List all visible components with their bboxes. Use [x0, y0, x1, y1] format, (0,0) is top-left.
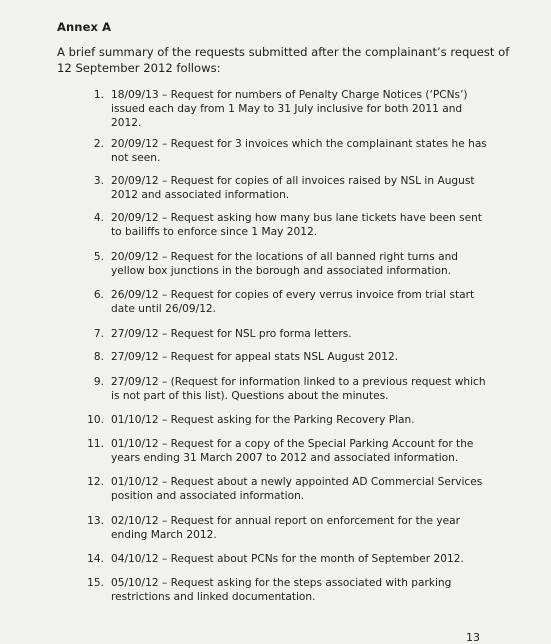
list-item [74, 174, 514, 202]
list-item [74, 413, 514, 427]
page-number: 13 [466, 631, 480, 644]
item-line: ending March 2012. [111, 529, 217, 541]
item-line: 01/10/12 – Request for a copy of the Special Parking Account for the [111, 438, 474, 450]
list-item [74, 552, 514, 566]
item-line: date until 26/09/12. [111, 303, 217, 315]
item-line: position and associated information. [111, 490, 305, 502]
item-number: 14. [87, 553, 104, 565]
item-number: 13. [87, 515, 104, 527]
list-item [74, 288, 514, 316]
list-item [74, 375, 514, 403]
list-item [74, 211, 514, 239]
item-line: 27/09/12 – Request for appeal stats NSL August 2012. [111, 351, 399, 363]
annex-heading: Annex A [57, 20, 112, 34]
item-line: 27/09/12 – Request for NSL pro forma letters. [111, 328, 352, 340]
item-number: 8. [93, 351, 104, 363]
item-line: 20/09/12 – Request for 3 invoices which the complainant states he has [111, 138, 487, 150]
list-item [74, 475, 514, 503]
item-number: 6. [93, 289, 104, 301]
list-item [74, 437, 514, 465]
item-line: 04/10/12 – Request about PCNs for the month of September 2012. [111, 553, 464, 565]
item-line: 20/09/12 – Request asking how many bus lane tickets have been sent [111, 212, 482, 224]
list-item [74, 88, 514, 130]
item-number: 5. [93, 251, 104, 263]
item-line: 05/10/12 – Request asking for the steps associated with parking [111, 577, 452, 589]
item-line: 26/09/12 – Request for copies of every verrus invoice from trial start [111, 289, 475, 301]
item-line: 2012 and associated information. [111, 189, 290, 201]
item-number: 3. [93, 175, 104, 187]
item-number: 1. [93, 89, 104, 101]
item-line: 20/09/12 – Request for copies of all invoices raised by NSL in August [111, 175, 475, 187]
item-line: yellow box junctions in the borough and associated information. [111, 265, 452, 277]
item-line: to bailiffs to enforce since 1 May 2012. [111, 226, 318, 238]
item-number: 11. [87, 438, 104, 450]
intro-line: A brief summary of the requests submitted after the complainant’s request of [57, 45, 510, 59]
list-item [74, 327, 514, 341]
list-item [74, 137, 514, 165]
item-line: 02/10/12 – Request for annual report on enforcement for the year [111, 515, 460, 527]
item-line: not seen. [111, 152, 161, 164]
item-line: 01/10/12 – Request about a newly appointed AD Commercial Services [111, 476, 483, 488]
item-number: 2. [93, 138, 104, 150]
item-number: 12. [87, 476, 104, 488]
item-number: 9. [93, 376, 104, 388]
item-line: 20/09/12 – Request for the locations of all banned right turns and [111, 251, 459, 263]
item-number: 10. [87, 414, 104, 426]
item-line: years ending 31 March 2007 to 2012 and associated information. [111, 452, 459, 464]
list-item [74, 250, 514, 278]
item-line: 18/09/13 – Request for numbers of Penalty Charge Notices (‘PCNs’) [111, 89, 468, 101]
list-item [74, 576, 514, 604]
list-item [74, 350, 514, 364]
item-line: issued each day from 1 May to 31 July inclusive for both 2011 and [111, 103, 463, 115]
item-line: 01/10/12 – Request asking for the Parking Recovery Plan. [111, 414, 415, 426]
item-line: restrictions and linked documentation. [111, 591, 316, 603]
intro-line: 12 September 2012 follows: [57, 61, 221, 75]
item-number: 15. [87, 577, 104, 589]
item-line: 27/09/12 – (Request for information linked to a previous request which [111, 376, 486, 388]
list-item [74, 514, 514, 542]
item-number: 7. [93, 328, 104, 340]
item-number: 4. [93, 212, 104, 224]
intro-paragraph [57, 44, 527, 76]
item-line: is not part of this list). Questions about the minutes. [111, 390, 389, 402]
item-line: 2012. [111, 117, 142, 129]
